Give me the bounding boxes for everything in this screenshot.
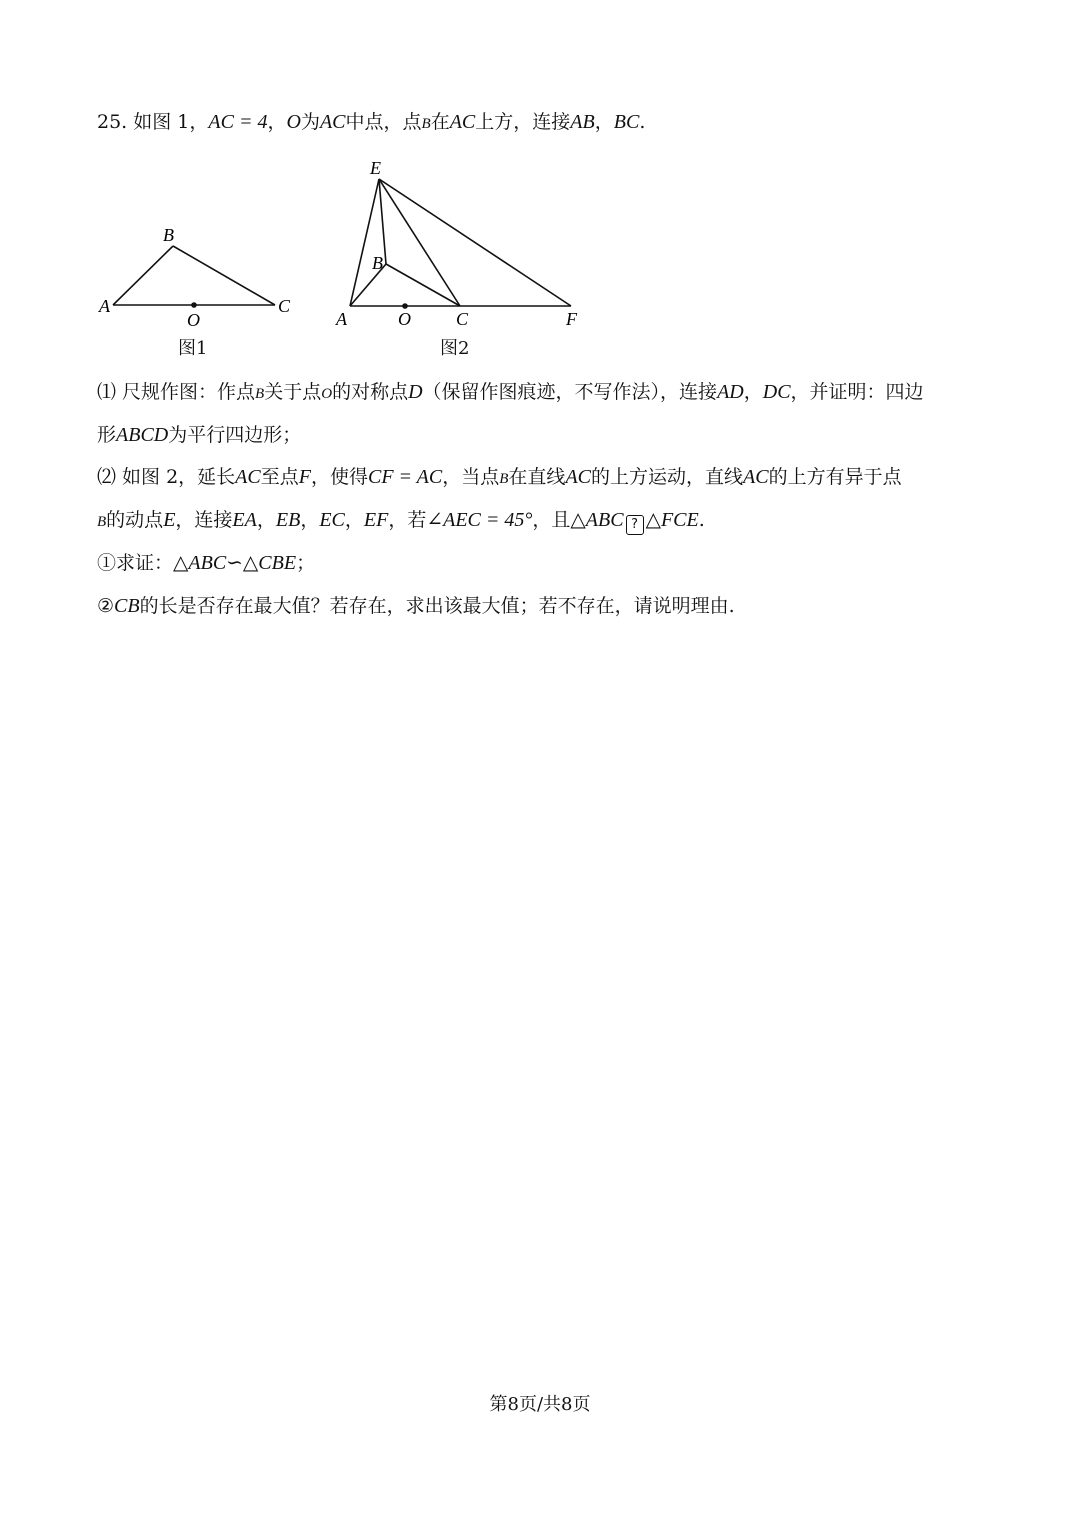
figure-1 — [95, 220, 295, 330]
figure-2 — [330, 152, 590, 332]
figure-2-diagram — [330, 152, 590, 332]
part-1-line-1: ⑴ 尺规作图：作点B关于点O的对称点D（保留作图痕迹，不写作法），连接AD，DC，并证明：四边 — [97, 381, 924, 403]
problem-number: 25. — [97, 111, 128, 133]
problem-intro: 25. 如图 1，AC = 4，O为AC中点，点B在AC上方，连接AB，BC. — [97, 111, 646, 133]
segment-ab — [113, 246, 173, 305]
label-a: A — [336, 309, 347, 329]
part-1-line-2: 形ABCD为平行四边形； — [97, 424, 302, 446]
segment-ea — [350, 179, 379, 306]
label-e: E — [370, 158, 381, 178]
label-f: F — [566, 309, 577, 329]
page-footer: 第8页/共8页 — [489, 1394, 591, 1415]
label-o: O — [398, 309, 411, 329]
label-c: C — [456, 309, 469, 329]
part-2-sub-2: ②CB的长是否存在最大值？若存在，求出该最大值；若不存在，请说明理由. — [97, 595, 735, 617]
figure-1-diagram — [95, 220, 295, 330]
point-o — [402, 303, 408, 309]
label-c: C — [278, 296, 291, 316]
label-o: O — [187, 310, 200, 330]
part-2-line-2: B的动点E，连接EA，EB，EC，EF，若∠AEC = 45°，且△ABC ? △FCE. — [97, 506, 705, 536]
label-b: B — [372, 253, 383, 273]
part-2-sub-1: ①求证：△ABC∽△CBE； — [97, 552, 316, 574]
figure-1-caption: 图1 — [178, 338, 208, 359]
unknown-symbol-box: ? — [626, 515, 644, 535]
segment-bc — [173, 246, 275, 305]
label-a: A — [99, 296, 110, 316]
point-o — [191, 302, 197, 308]
part-2-line-1: ⑵ 如图 2，延长AC至点F，使得CF = AC，当点B在直线AC的上方运动，直线AC的上方有异于点 — [97, 466, 902, 488]
segment-bc — [386, 264, 460, 306]
segment-ef — [379, 179, 571, 306]
segment-ec — [379, 179, 460, 306]
figure-2-caption: 图2 — [440, 338, 470, 359]
label-b: B — [163, 225, 174, 245]
segment-eb — [379, 179, 386, 264]
